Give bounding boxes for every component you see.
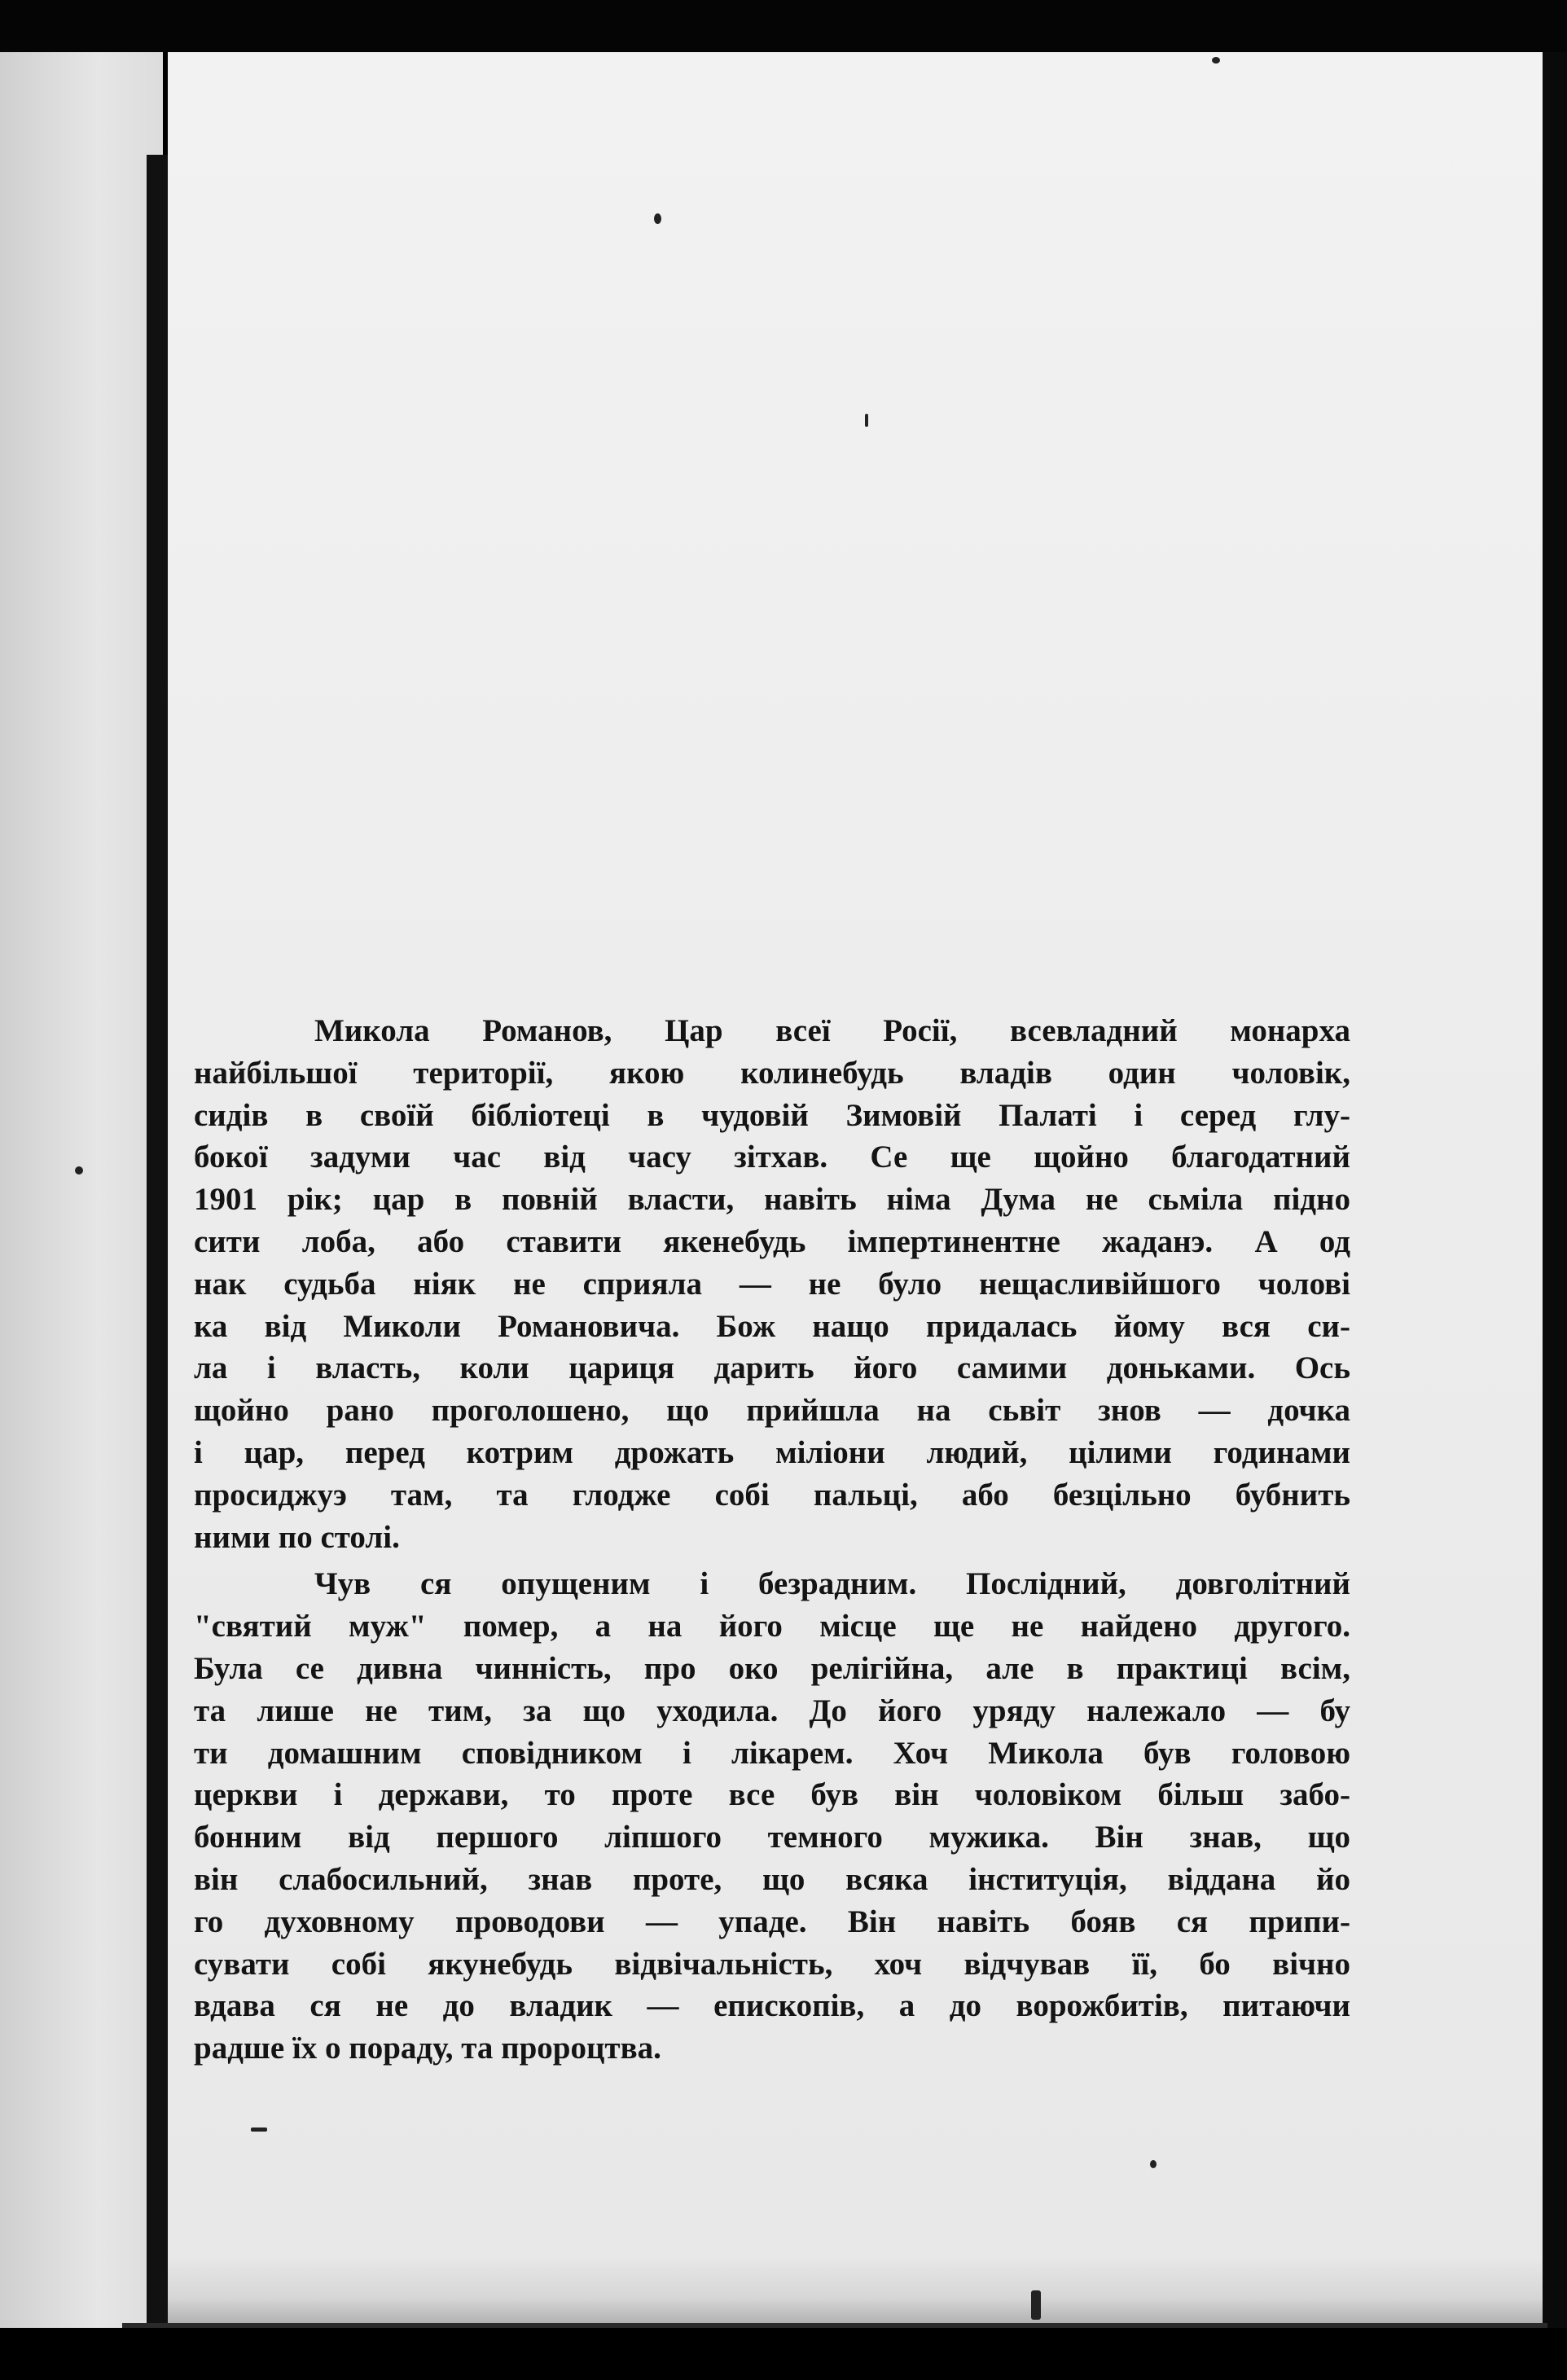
text-line: ними по столі. (194, 1519, 400, 1555)
scan-speck (1212, 57, 1220, 64)
page-bottom-shadow (168, 2256, 1543, 2326)
adjacent-page-edge (0, 52, 163, 2373)
text-line: "святий муж" помер, а на його місце ще не найдено другого. (194, 1609, 1350, 1644)
scan-right-edge (1543, 52, 1567, 2380)
text-line: вдава ся не до владик — епископів, а до ворожбитів, питаючи (194, 1988, 1350, 2024)
text-line: він слабосильний, знав проте, що всяка інституція, віддана йо (194, 1861, 1350, 1897)
text-line: Була се дивна чинність, про око релігійна, але в практиці всім, (194, 1650, 1350, 1686)
scan-speck (654, 213, 661, 224)
text-line: Микола Романов, Цар всеї Росії, всевладний монарха (314, 1013, 1350, 1048)
text-line: ка від Миколи Романовича. Бож нащо придалась йому вся си- (194, 1308, 1350, 1344)
text-line: щойно рано проголошено, що прийшла на сьвіт знов — дочка (194, 1393, 1350, 1429)
text-line: сидів в своїй бібліотеці в чудовій Зимовій Палаті і серед глу- (194, 1097, 1350, 1133)
scan-speck (1031, 2290, 1041, 2320)
scan-speck (1150, 2160, 1157, 2168)
text-line: ти домашним сповідником і лікарем. Хоч Микола був головою (194, 1735, 1350, 1771)
book-spine-shadow (147, 155, 168, 2370)
scan-bottom-band (0, 2328, 1567, 2380)
paragraph-2 (194, 1563, 1350, 2070)
text-line: Чув ся опущеним і безрадним. Послідний, довголітний (314, 1566, 1350, 1602)
text-line: церкви і держави, то проте все був він чоловіком більш забо- (194, 1777, 1350, 1813)
text-line: го духовному проводови — упаде. Він навіть бояв ся припи- (194, 1904, 1350, 1939)
scan-speck (251, 2128, 267, 2132)
text-line: та лише не тим, за що уходила. До його уряду належало — бу (194, 1693, 1350, 1728)
text-line: бокої задуми час від часу зітхав. Се ще щойно благодатний (194, 1140, 1350, 1175)
text-line: сувати собі якунебудь відвічальність, хоч відчував її, бо вічно (194, 1946, 1350, 1982)
text-line: і цар, перед котрим дрожать міліони людий, цілими годинами (194, 1434, 1350, 1470)
text-line: нак судьба ніяк не сприяла — не було нещасливійшого чолові (194, 1266, 1350, 1302)
text-line: ла і власть, коли цариця дарить його самими доньками. Ось (194, 1350, 1350, 1386)
text-line: 1901 рік; цар в повній власти, навіть німа Дума не сьміла підно (194, 1182, 1350, 1218)
scan-top-band (0, 0, 1567, 52)
text-line: просиджуэ там, та глодже собі пальці, або безцільно бубнить (194, 1477, 1350, 1513)
scan-speck (75, 1166, 83, 1175)
paragraph-1 (194, 1010, 1350, 1558)
text-line: найбільшої території, якою колинебудь владів один чоловік, (194, 1055, 1350, 1091)
text-line: сити лоба, або ставити якенебудь імпертинентне жаданэ. А од (194, 1223, 1350, 1259)
text-line: радше їх о пораду, та пророцтва. (194, 2031, 661, 2066)
text-line: бонним від першого ліпшого темного мужика. Він знав, що (194, 1820, 1350, 1855)
body-text (194, 1010, 1350, 2070)
scan-speck (865, 414, 868, 427)
